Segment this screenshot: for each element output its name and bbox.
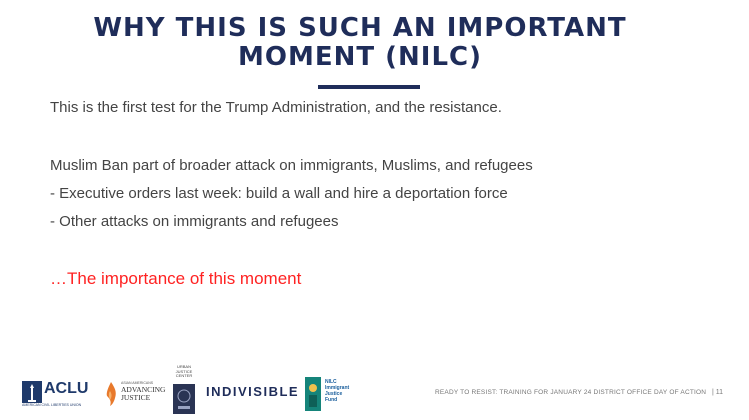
title-underline: [318, 85, 420, 89]
footer-caption: READY TO RESIST: TRAINING FOR JANUARY 24 DISTRICT OFFICE DAY OF ACTION: [435, 389, 707, 396]
advancing-justice-small: ASIAN AMERICANS: [121, 381, 154, 385]
page-number: | 11: [712, 389, 724, 396]
aclu-wordmark: ACLU: [44, 380, 89, 397]
nilc-line-2: Immigrant: [325, 385, 350, 391]
ujc-name: [171, 365, 197, 379]
ujc-emblem-icon: [173, 384, 195, 414]
intro-text: This is the first test for the Trump Administration, and the resistance.: [50, 99, 502, 116]
aclu-subtitle: AMERICAN CIVIL LIBERTIES UNION: [22, 403, 82, 407]
nilc-line-3: Justice: [325, 391, 343, 397]
advancing-justice-line-1: ADVANCING: [121, 385, 166, 394]
bullet-1: Muslim Ban part of broader attack on immigrants, Muslims, and refugees: [50, 157, 533, 174]
bullet-3: - Other attacks on immigrants and refugees: [50, 213, 339, 230]
statue-of-liberty-icon: [22, 381, 42, 403]
ujc-line-3: CENTER: [175, 373, 193, 378]
nilc-line-1: NILC: [325, 379, 337, 385]
title-line-1: WHY THIS IS SUCH AN IMPORTANT: [93, 13, 627, 43]
title-line-2: MOMENT (NILC): [237, 42, 482, 72]
slide-title: [60, 14, 660, 72]
ujc-line-2: JUSTICE: [175, 368, 193, 374]
indivisible-logo: INDIVISIBLE: [206, 384, 300, 399]
nilc-name: [325, 379, 349, 403]
ujc-line-1: URBAN: [176, 364, 191, 369]
highlight-text: …The importance of this moment: [50, 269, 302, 288]
flame-icon: [104, 381, 118, 407]
bullet-2: - Executive orders last week: build a wall and hire a deportation force: [50, 185, 508, 202]
nilc-line-4: Fund: [325, 397, 338, 403]
nilc-emblem-icon: [305, 377, 321, 411]
advancing-justice-name: [121, 386, 165, 402]
advancing-justice-line-2: JUSTICE: [121, 393, 151, 402]
